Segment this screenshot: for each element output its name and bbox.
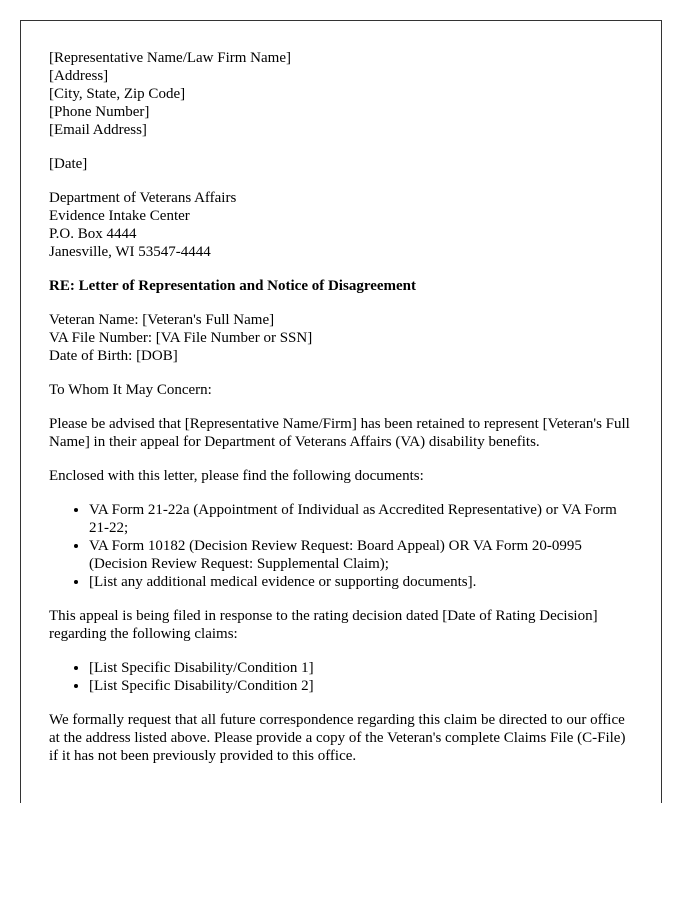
letter-date: [Date] (49, 156, 88, 172)
paragraph-correspondence: We formally request that all future correspondence regarding this claim be directed to our office at the address listed above. Please provide a copy of the Veteran's complete Claims File (C-File) if it has not been previously provided to this office. (49, 712, 626, 764)
veteran-info (49, 311, 633, 365)
recipient-line: Department of Veterans Affairs (49, 190, 237, 206)
documents-list (49, 501, 633, 591)
recipient-line: Evidence Intake Center (49, 208, 190, 224)
veteran-file-number: VA File Number: [VA File Number or SSN] (49, 330, 313, 346)
recipient-line: P.O. Box 4444 (49, 226, 137, 242)
list-item: • [List any additional medical evidence or supporting documents]. (89, 573, 633, 591)
sender-city: [City, State, Zip Code] (49, 86, 186, 102)
veteran-dob: Date of Birth: [DOB] (49, 348, 178, 364)
paragraph-appeal: This appeal is being filed in response to the rating decision dated [Date of Rating Decision] regarding the following claims: (49, 608, 598, 642)
sender-block (49, 49, 633, 139)
letter-page (20, 20, 662, 803)
recipient-line: Janesville, WI 53547-4444 (49, 244, 211, 260)
sender-phone: [Phone Number] (49, 104, 150, 120)
recipient-block (49, 189, 633, 261)
sender-address: [Address] (49, 68, 109, 84)
list-item: • VA Form 21-22a (Appointment of Individual as Accredited Representative) or VA Form 21-22; (89, 501, 633, 537)
subject-text: RE: Letter of Representation and Notice of Disagreement (49, 278, 417, 294)
salutation: To Whom It May Concern: (49, 382, 212, 398)
veteran-name: Veteran Name: [Veteran's Full Name] (49, 312, 275, 328)
paragraph-representation: Please be advised that [Representative Name/Firm] has been retained to represent [Veteran's Full Name] in their appeal for Department of Veterans Affairs (VA) disability benefits. (49, 416, 630, 450)
list-item: • VA Form 10182 (Decision Review Request: Board Appeal) OR VA Form 20-0995 (Decision Review Request: Supplemental Claim); (89, 537, 633, 573)
claims-list (49, 659, 633, 695)
subject-line (49, 277, 633, 295)
paragraph-enclosures: Enclosed with this letter, please find the following documents: (49, 468, 424, 484)
sender-name: [Representative Name/Law Firm Name] (49, 50, 291, 66)
list-item: • [List Specific Disability/Condition 2] (89, 677, 633, 695)
sender-email: [Email Address] (49, 122, 147, 138)
list-item: • [List Specific Disability/Condition 1] (89, 659, 633, 677)
